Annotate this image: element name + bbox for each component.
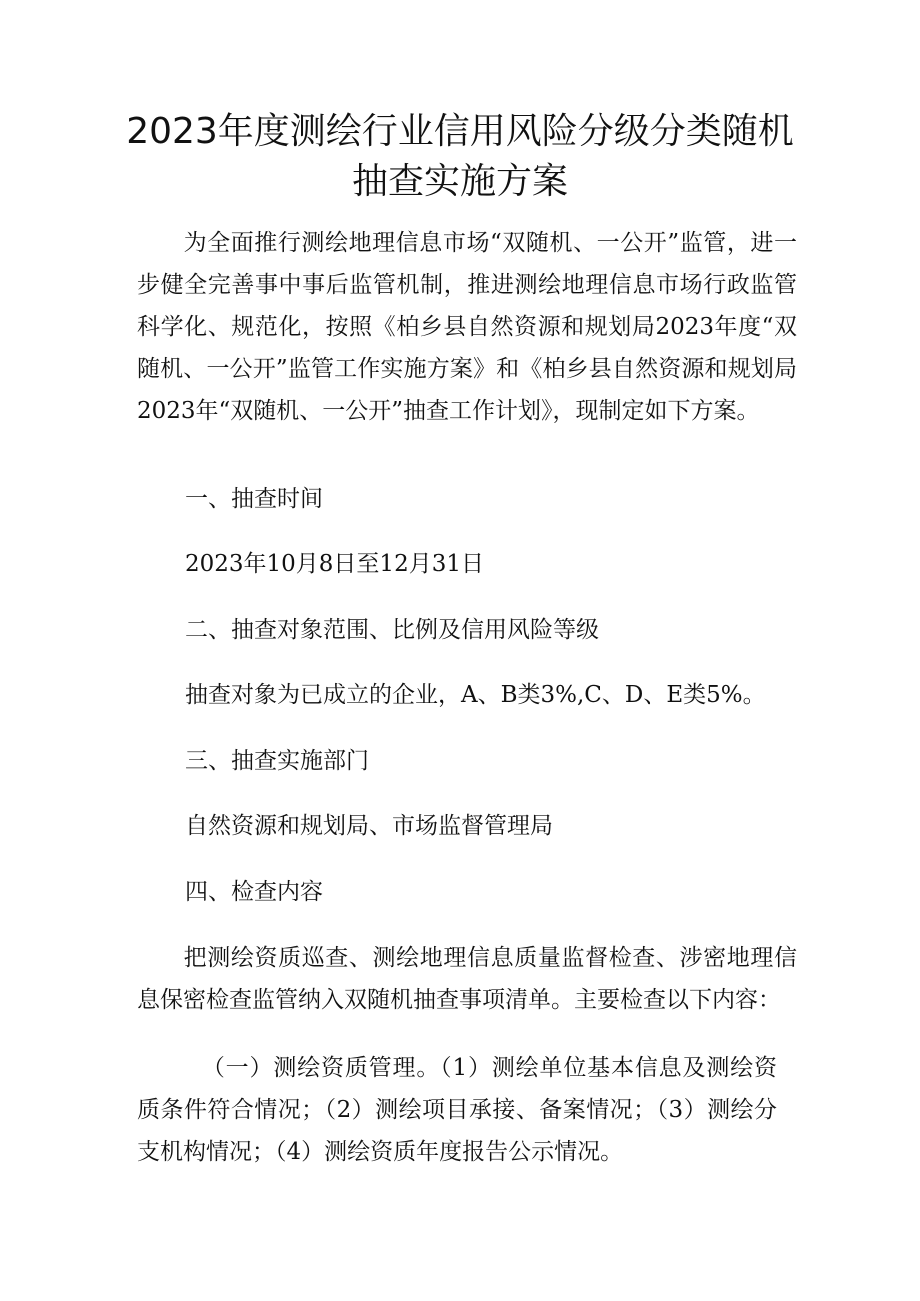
section3-heading: 三、抽查实施部门 — [185, 748, 369, 774]
section4-paragraph — [137, 937, 797, 1021]
item1-text: （一）测绘资质管理。（1）测绘单位基本信息及测绘资质条件符合情况；（2）测绘项目承接、备案情况；（3）测绘分支机构情况；（4）测绘资质年度报告公示情况。 — [137, 1055, 777, 1165]
item1-paragraph — [137, 1047, 777, 1173]
document-title-line1: 2023年度测绘行业信用风险分级分类随机 — [126, 111, 794, 152]
document-title-line2: 抽查实施方案 — [351, 161, 568, 202]
section4-heading: 四、检查内容 — [185, 879, 323, 905]
section4-text: 把测绘资质巡查、测绘地理信息质量监督检查、涉密地理信息保密检查监管纳入双随机抽查事项清单。主要检查以下内容： — [137, 945, 797, 1013]
section1-text: 2023年10月8日至12月31日 — [185, 551, 484, 577]
intro-text: 为全面推行测绘地理信息市场“双随机、一公开”监管，进一步健全完善事中事后监管机制，推进测绘地理信息市场行政监管科学化、规范化，按照《柏乡县自然资源和规划局2023年度“双随机、一公开”监管工作实施方案》和《柏乡县自然资源和规划局2023年“双随机、一公开”抽查工作计划》，现制定如下方案。 — [137, 230, 797, 424]
section2-text: 抽查对象为已成立的企业，A、B类3%,C、D、E类5%。 — [185, 682, 766, 708]
intro-paragraph — [137, 222, 797, 432]
section1-heading: 一、抽查时间 — [185, 486, 323, 512]
section2-heading: 二、抽查对象范围、比例及信用风险等级 — [185, 617, 599, 643]
section3-text: 自然资源和规划局、市场监督管理局 — [185, 813, 553, 839]
